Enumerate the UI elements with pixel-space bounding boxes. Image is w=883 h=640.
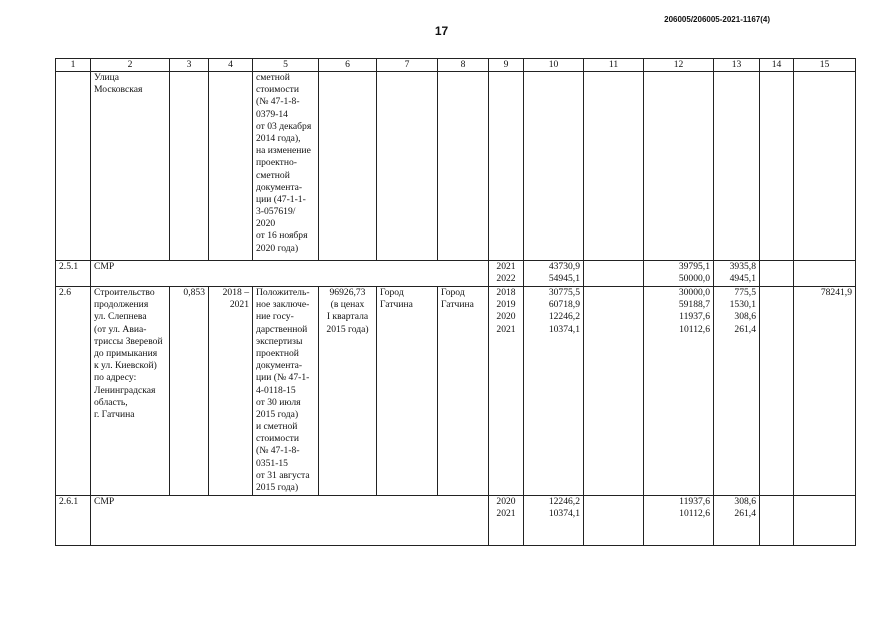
header-row — [56, 59, 856, 72]
document-cell: сметной стоимости (№ 47-1-8- 0379-14 от 03 декабря 2014 года), на изменение проектно- сметной документа- ции (47-1-1- 3-057619/ 2020 от 16 ноября 2020 года) — [253, 72, 319, 261]
header-cell: 6 — [319, 59, 377, 72]
table-row — [56, 496, 856, 546]
regional-cell: 775,5 1530,1 308,6 261,4 — [714, 287, 760, 496]
header-cell: 14 — [760, 59, 794, 72]
header-cell: 4 — [209, 59, 253, 72]
header-cell: 8 — [438, 59, 489, 72]
header-cell: 5 — [253, 59, 319, 72]
total-cell: 30775,5 60718,9 12246,2 10374,1 — [524, 287, 584, 496]
federal-cell: 30000,0 59188,7 11937,6 10112,6 — [644, 287, 714, 496]
total-cell: 12246,2 10374,1 — [524, 496, 584, 546]
header-cell: 7 — [377, 59, 438, 72]
table-row — [56, 287, 856, 496]
header-cell: 13 — [714, 59, 760, 72]
header-cell: 1 — [56, 59, 91, 72]
header-cell: 9 — [489, 59, 524, 72]
table-row — [56, 261, 856, 287]
header-cell: 2 — [91, 59, 170, 72]
object-name-cell: Строительство продолжения ул. Слепнева (от ул. Авиа- триссы Зверевой до примыкания к ул. Киевской) по адресу: Ленинградская область, г. Гатчина — [91, 287, 170, 496]
document-cell: Положитель- ное заключе- ние госу- дарственной экспертизы проектной документа- ции (№ 47-1- 4-0118-15 от 30 июля 2015 года) и сметной стоимости (№ 47-1-8- 0351-15 от 31 августа 2015 года) — [253, 287, 319, 496]
total-cell: 43730,9 54945,1 — [524, 261, 584, 287]
investment-table — [55, 58, 856, 546]
header-cell: 3 — [170, 59, 209, 72]
row-number: 2.5.1 — [56, 261, 91, 287]
year-cell: 2021 2022 — [489, 261, 524, 287]
federal-cell: 11937,6 10112,6 — [644, 496, 714, 546]
row-number: 2.6.1 — [56, 496, 91, 546]
header-cell: 15 — [794, 59, 856, 72]
year-cell: 2018 2019 2020 2021 — [489, 287, 524, 496]
estimated-cost-cell: 96926,73 (в ценах I квартала 2015 года) — [319, 287, 377, 496]
row-label: СМР — [91, 496, 489, 546]
header-cell: 10 — [524, 59, 584, 72]
object-name-cell: Улица Московская — [91, 72, 170, 261]
regional-cell: 308,6 261,4 — [714, 496, 760, 546]
period-cell: 2018 – 2021 — [209, 287, 253, 496]
row-number: 2.6 — [56, 287, 91, 496]
owner-cell: Город Гатчина — [438, 287, 489, 496]
customer-cell: Город Гатчина — [377, 287, 438, 496]
federal-cell: 39795,1 50000,0 — [644, 261, 714, 287]
col15-total-cell: 78241,9 — [794, 287, 856, 496]
header-cell: 11 — [584, 59, 644, 72]
document-code: 206005/206005-2021-1167(4) — [664, 15, 770, 24]
row-label: СМР — [91, 261, 489, 287]
header-cell: 12 — [644, 59, 714, 72]
table-row — [56, 72, 856, 261]
regional-cell: 3935,8 4945,1 — [714, 261, 760, 287]
year-cell: 2020 2021 — [489, 496, 524, 546]
page-number: 17 — [434, 24, 449, 38]
capacity-cell: 0,853 — [170, 287, 209, 496]
